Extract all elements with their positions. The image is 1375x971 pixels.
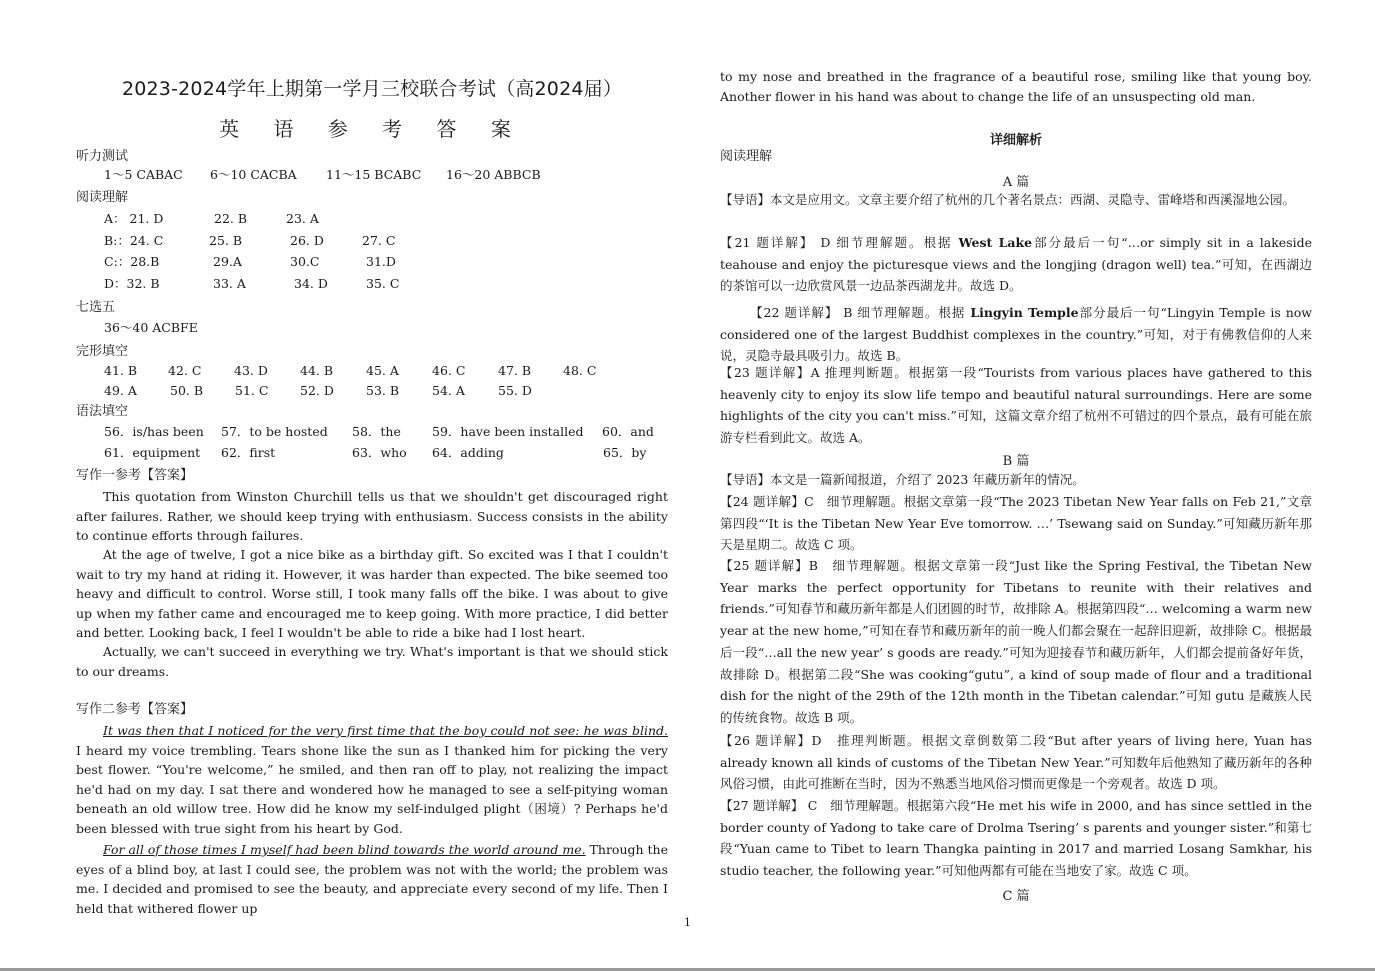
- q22-keyword: Lingyin Temple: [970, 305, 1079, 320]
- grammar-answer: 60．and: [602, 424, 654, 439]
- reading-answer: A： 21. D: [104, 211, 164, 226]
- q21-explanation: [720, 232, 1312, 297]
- writing2-paragraph: [76, 721, 668, 839]
- cloze-answer: 54. A: [432, 383, 465, 398]
- exam-title: 2023-2024学年上期第一学月三校联合考试（高2024届）: [121, 78, 623, 100]
- cloze-answer: 53. B: [366, 383, 400, 398]
- reading-heading: 阅读理解: [76, 190, 129, 205]
- part-a-heading: A 篇: [1002, 175, 1030, 190]
- writing2-underlined-sentence: For all of those times I myself had been blind towards the world around me.: [103, 842, 586, 857]
- listening-group: 1～5 CABAC: [104, 167, 183, 182]
- seven-five-answer: 36～40 ACBFE: [104, 320, 198, 335]
- reading-answer: D：32. B: [104, 276, 160, 291]
- writing1-paragraph: At the age of twelve, I got a nice bike as a birthday gift. So excited was I that I couldn't wait to try my hand at riding it. However, it was harder than expected. The bike seemed too heavy and difficult to control. Worse still, I took many falls off the bike. I was about to give up when my father came and encouraged me to keep going. With more practice, I did better and better. Looking back, I feel I wouldn't be able to ride a bike had I lost heart.: [76, 547, 668, 640]
- intro-b: 【导语】本文是一篇新闻报道，介绍了 2023 年藏历新年的情况。: [720, 472, 1085, 487]
- reading-answer: B:：24. C: [104, 233, 164, 248]
- reading-answer: 35. C: [366, 276, 400, 291]
- grammar-answer: 63．who: [352, 445, 407, 460]
- grammar-answer: 64．adding: [432, 445, 504, 460]
- writing2-continuation: to my nose and breathed in the fragrance of a beautiful rose, smiling like that young boy. Another flower in his hand was about to change the life of an unsuspecting old man.: [720, 69, 1312, 104]
- listening-group: 11～15 BCABC: [326, 167, 422, 182]
- reading-answer: 29.A: [213, 254, 242, 269]
- cloze-answer: 47. B: [498, 363, 532, 378]
- grammar-answer: 61．equipment: [104, 445, 201, 460]
- cloze-answer: 51. C: [235, 383, 269, 398]
- cloze-answer: 45. A: [366, 363, 399, 378]
- page-number: 1: [684, 916, 691, 929]
- answer-key-subtitle: 英 语 参 考 答 案: [219, 117, 525, 141]
- cloze-answer: 44. B: [300, 363, 334, 378]
- writing2-underlined-sentence: It was then that I noticed for the very first time that the boy could not see: he was blind.: [103, 723, 668, 738]
- writing2-paragraph: [76, 840, 668, 918]
- q21-body: 部分最后一句“…or simply sit in a lakeside teahouse and enjoy the picturesque views and the longjing (dragon well) tea.”可知，在西湖边的茶馆可以一边欣赏风景一边品茶西湖龙井。故选 D。: [720, 235, 1313, 294]
- q23-explanation: 【23 题详解】A 推理判断题。根据第一段“Tourists from various places have gathered to this heavenly city to enjoy its slow life tempo and beautiful natural surroundings. Here are some highlights of the city you can't miss.”可知，这篇文章介绍了杭州不可错过的四个景点，最有可能在旅游专栏看到此文。故选 A。: [720, 365, 1312, 446]
- q21-keyword: West Lake: [958, 235, 1033, 250]
- cloze-answer: 41. B: [104, 363, 138, 378]
- grammar-answer: 65．by: [603, 445, 647, 460]
- reading-answer: 34. D: [294, 276, 328, 291]
- listening-group: 16～20 ABBCB: [446, 167, 541, 182]
- cloze-answer: 43. D: [234, 363, 268, 378]
- q25-explanation: 【25 题详解】B 细节理解题。根据文章第一段“Just like the Spring Festival, the Tibetan New Year marks the perfect opportunity for Tibetans to reunite with their relatives and friends.”可知春节和藏历新年都是人们团圆的时节，故排除 A。根据第四段“… welcoming a warm new year at the new home,”可知在春节和藏历新年的前一晚人们都会聚在一起辞旧迎新，故排除 C。根据最后一段“…all the new year’ s goods are ready.”可知为迎接春节和藏历新年，人们都会提前备好年货，故排除 D。根据第二段“She was cooking“gutu”, a kind of soup made of flour and a traditional dish for the night of the 29th of the 12th month in the Tibetan calendar.”可知 gutu 是藏族人民的传统食物。故选 B 项。: [720, 558, 1312, 725]
- q21-lead: 【21 题详解】 D 细节理解题。根据: [720, 235, 959, 250]
- grammar-answer: 58．the: [352, 424, 401, 439]
- part-b-heading: B 篇: [1002, 454, 1030, 469]
- q22-body: 部分最后一句“Lingyin Temple is now considered one of the largest Buddhist complexes in the country.”可知，对于有佛教信仰的人来说，灵隐寺最具吸引力。故选 B。: [720, 305, 1312, 364]
- grammar-answer: 62．first: [221, 445, 276, 460]
- reading-answer: 30.C: [290, 254, 320, 269]
- cloze-answer: 49. A: [104, 383, 137, 398]
- grammar-answer: 56．is/has been: [104, 424, 204, 439]
- cloze-answer: 48. C: [563, 363, 597, 378]
- intro-a: 【导语】本文是应用文。文章主要介绍了杭州的几个著名景点：西湖、灵隐寺、雷峰塔和西溪湿地公园。: [720, 192, 1296, 207]
- reading-answer: 22. B: [214, 211, 248, 226]
- q24-explanation: 【24 题详解】C 细节理解题。根据文章第一段“The 2023 Tibetan New Year falls on Feb 21,”文章第四段“‘It is the Tibetan New Year Eve tomorrow. …’ Tsewang said on Sunday.”可知藏历新年那天是星期二。故选 C 项。: [720, 494, 1312, 553]
- cloze-heading: 完形填空: [76, 344, 129, 359]
- writing2-text: Through the eyes of a blind boy, at last I could see, the problem was not with the world; the problem was me. I decided and promised to see the beauty, and appreciate every second of my life. Then I held that withered flower up: [76, 842, 668, 916]
- writing1-paragraph: Actually, we can't succeed in everything we try. What's important is that we should stick to our dreams.: [76, 644, 668, 679]
- reading-answer: 23. A: [286, 211, 319, 226]
- reading-answer: 31.D: [366, 254, 396, 269]
- cloze-answer: 50. B: [170, 383, 204, 398]
- cloze-answer: 42. C: [168, 363, 202, 378]
- q22-explanation: [720, 302, 1312, 367]
- reading-answer: 25. B: [209, 233, 243, 248]
- grammar-answer: 57．to be hosted: [221, 424, 328, 439]
- writing2-heading: 写作二参考【答案】: [76, 702, 194, 717]
- q26-explanation: 【26 题详解】D 推理判断题。根据文章倒数第二段“But after years of living here, Yuan has already known all kinds of customs of the Tibetan New Year.”可知数年后他熟知了藏历新年的各种风俗习惯，由此可推断在当时，因为不熟悉当地风俗习惯而更像是一个旁观者。故选 D 项。: [720, 733, 1312, 792]
- cloze-answer: 55. D: [498, 383, 532, 398]
- listening-group: 6～10 CACBA: [210, 167, 297, 182]
- reading-answer: 27. C: [362, 233, 396, 248]
- reading-answer: 26. D: [290, 233, 324, 248]
- grammar-heading: 语法填空: [76, 404, 129, 419]
- analysis-reading-heading: 阅读理解: [720, 149, 773, 164]
- grammar-answer: 59．have been installed: [432, 424, 584, 439]
- cloze-answer: 46. C: [432, 363, 466, 378]
- cloze-answer: 52. D: [300, 383, 334, 398]
- writing2-text: I heard my voice trembling. Tears shone like the sun as I thanked him for picking the very best flower. “You're welcome,” he smiled, and then ran off to play, not realizing the impact he'd had on my day. I sat there and wondered how he managed to see a self-pitying woman beneath an old willow tree. How did he know my self-indulged plight（困境）? Perhaps he'd been blessed with true sight from his heart by God.: [76, 742, 668, 836]
- part-c-heading: C 篇: [1002, 889, 1030, 904]
- writing1-paragraph: This quotation from Winston Churchill tells us that we shouldn't get discouraged right after failures. Rather, we should keep trying with enthusiasm. Success consists in the ability to continue efforts through failures.: [76, 489, 668, 543]
- listening-heading: 听力测试: [76, 149, 129, 164]
- writing1-heading: 写作一参考【答案】: [76, 468, 194, 483]
- q22-lead: 【22 题详解】 B 细节理解题。根据: [750, 305, 971, 320]
- seven-five-heading: 七选五: [76, 300, 116, 315]
- analysis-heading: 详细解析: [989, 133, 1042, 148]
- q27-explanation: 【27 题详解】 C 细节理解题。根据第六段“He met his wife in 2000, and has since settled in the border county of Yadong to take care of Drolma Tsering’ s parents and younger sister.”和第七段“Yuan came to Tibet to learn Thangka painting in 2017 and married Losang Samkhar, his studio teacher, the following year.”可知他两都有可能在当地安了家。故选 C 项。: [720, 798, 1312, 879]
- reading-answer: C:：28.B: [104, 254, 160, 269]
- reading-answer: 33. A: [213, 276, 246, 291]
